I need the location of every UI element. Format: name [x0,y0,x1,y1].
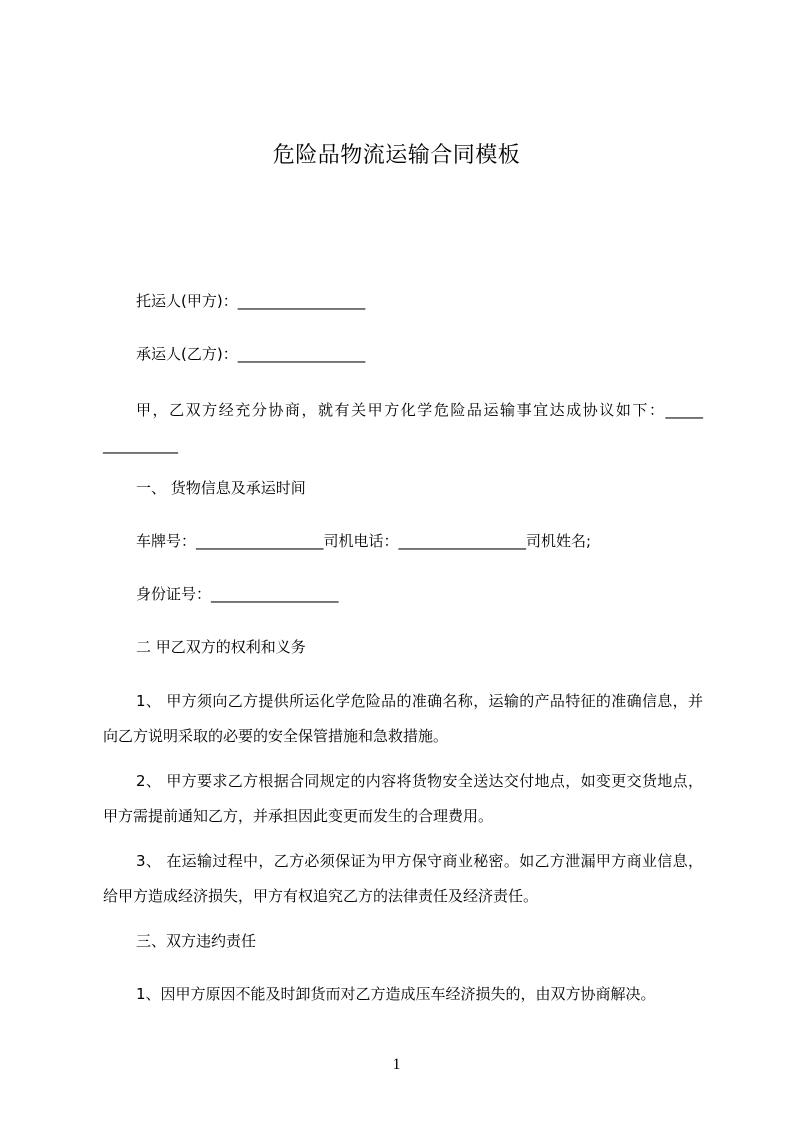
clause-2-3: 3、 在运输过程中，乙方必须保证为甲方保守商业秘密。如乙方泄漏甲方商业信息，给甲方造成经济损失，甲方有权追究乙方的法律责任及经济责任。 [103,852,703,905]
clause-3-1: 1、因甲方原因不能及时卸货而对乙方造成压车经济损失的，由双方协商解决。 [136,985,656,1003]
agreement-intro: 甲，乙双方经充分协商，就有关甲方化学危险品运输事宜达成协议如下：_____ __________ [103,401,703,454]
clause-2-2: 2、 甲方要求乙方根据合同规定的内容将货物安全送达交付地点，如变更交货地点，甲方需提前通知乙方，并承担因此变更而发生的合理费用。 [103,772,703,825]
vehicle-info-line: 车牌号：_________________司机电话：_________________司机姓名; [136,532,592,550]
section-2-heading: 二 甲乙双方的权利和义务 [136,638,306,656]
document-title: 危险品物流运输合同模板 [272,143,521,168]
carrier-line: 承运人(乙方)：_________________ [136,345,366,363]
section-3-heading: 三、双方违约责任 [136,932,257,950]
clause-2-1: 1、 甲方须向乙方提供所运化学危险品的准确名称，运输的产品特征的准确信息，并向乙方说明采取的必要的安全保管措施和急救措施。 [103,692,703,745]
section-1-heading: 一、 货物信息及承运时间 [136,479,306,497]
page-number: 1 [392,1056,401,1073]
id-number-line: 身份证号：_________________ [136,585,339,603]
shipper-line: 托运人(甲方)：_________________ [136,292,366,310]
